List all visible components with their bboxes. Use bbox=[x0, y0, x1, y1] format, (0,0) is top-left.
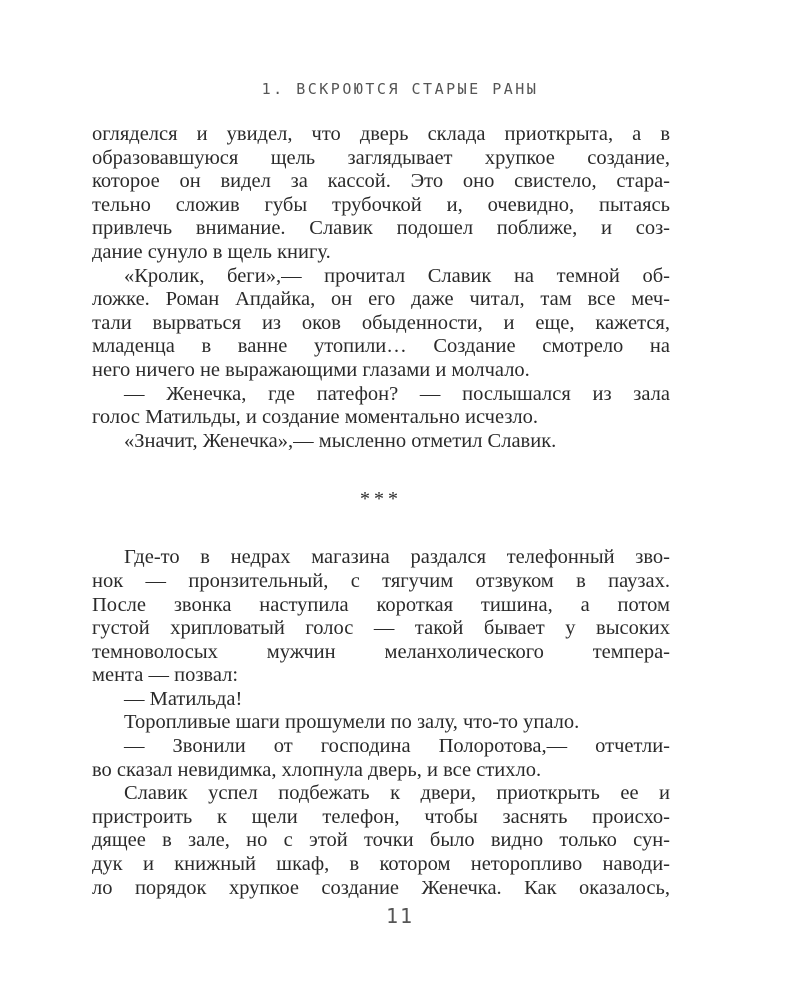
text-line: ложке. Роман Апдайка, он его даже читал, там все меч- bbox=[92, 288, 670, 311]
text-line: Славик успел подбежать к двери, приоткрыть ее и bbox=[124, 782, 670, 805]
text-line: После звонка наступила короткая тишина, а потом bbox=[92, 593, 670, 616]
text-line: во сказал невидимка, хлопнула дверь, и все стихло. bbox=[92, 758, 542, 781]
page-number: 11 bbox=[385, 904, 415, 928]
text-line: ло порядок хрупкое создание Женечка. Как оказалось, bbox=[92, 876, 670, 899]
text-line: темноволосых мужчин меланхолического темпера- bbox=[92, 640, 670, 663]
text-block-2 bbox=[92, 546, 670, 900]
text-line: голос Матильды, и создание моментально исчезло. bbox=[92, 406, 539, 429]
text-line: — Матильда! bbox=[124, 687, 243, 710]
text-line: пристроить к щели телефон, чтобы заснять происхо- bbox=[92, 805, 670, 828]
text-line: привлечь внимание. Славик подошел поближе, и соз- bbox=[92, 217, 670, 240]
text-line: образовавшуюся щель заглядывает хрупкое создание, bbox=[92, 146, 670, 169]
text-line: густой хрипловатый голос — такой бывает у высоких bbox=[92, 617, 670, 640]
text-line: дание сунуло в щель книгу. bbox=[92, 240, 331, 263]
text-line: мента — позвал: bbox=[92, 664, 239, 687]
running-header: 1. ВСКРОЮТСЯ СТАРЫЕ РАНЫ bbox=[261, 80, 539, 98]
text-line: которое он видел за кассой. Это оно свистело, стара- bbox=[92, 170, 670, 193]
text-line: тельно сложив губы трубочкой и, очевидно, пытаясь bbox=[92, 193, 670, 216]
text-line: него ничего не выражающими глазами и молчало. bbox=[92, 358, 530, 381]
text-line: Торопливые шаги прошумели по залу, что-то упало. bbox=[124, 711, 580, 734]
text-line: Где-то в недрах магазина раздался телефонный зво- bbox=[124, 546, 670, 569]
text-block-1 bbox=[92, 123, 670, 453]
text-line: младенца в ванне утопили… Создание смотрело на bbox=[92, 335, 670, 358]
text-line: «Кролик, беги»,— прочитал Славик на темной об- bbox=[124, 264, 670, 287]
text-line: — Женечка, где патефон? — послышался из зала bbox=[124, 382, 670, 405]
text-line: тали вырваться из оков обыденности, и еще, кажется, bbox=[92, 311, 670, 334]
section-separator: *** bbox=[360, 488, 402, 511]
text-line: дящее в зале, но с этой точки было видно только сун- bbox=[92, 829, 670, 852]
text-line: нок — пронзительный, с тягучим отзвуком в паузах. bbox=[92, 569, 670, 592]
text-line: огляделся и увидел, что дверь склада приоткрыта, а в bbox=[92, 123, 670, 145]
text-line: «Значит, Женечка»,— мысленно отметил Славик. bbox=[124, 429, 557, 452]
text-line: — Звонили от господина Полоротова,— отчетли- bbox=[124, 735, 670, 758]
body-text bbox=[92, 123, 670, 900]
text-line: дук и книжный шкаф, в котором неторопливо наводи- bbox=[92, 853, 670, 876]
